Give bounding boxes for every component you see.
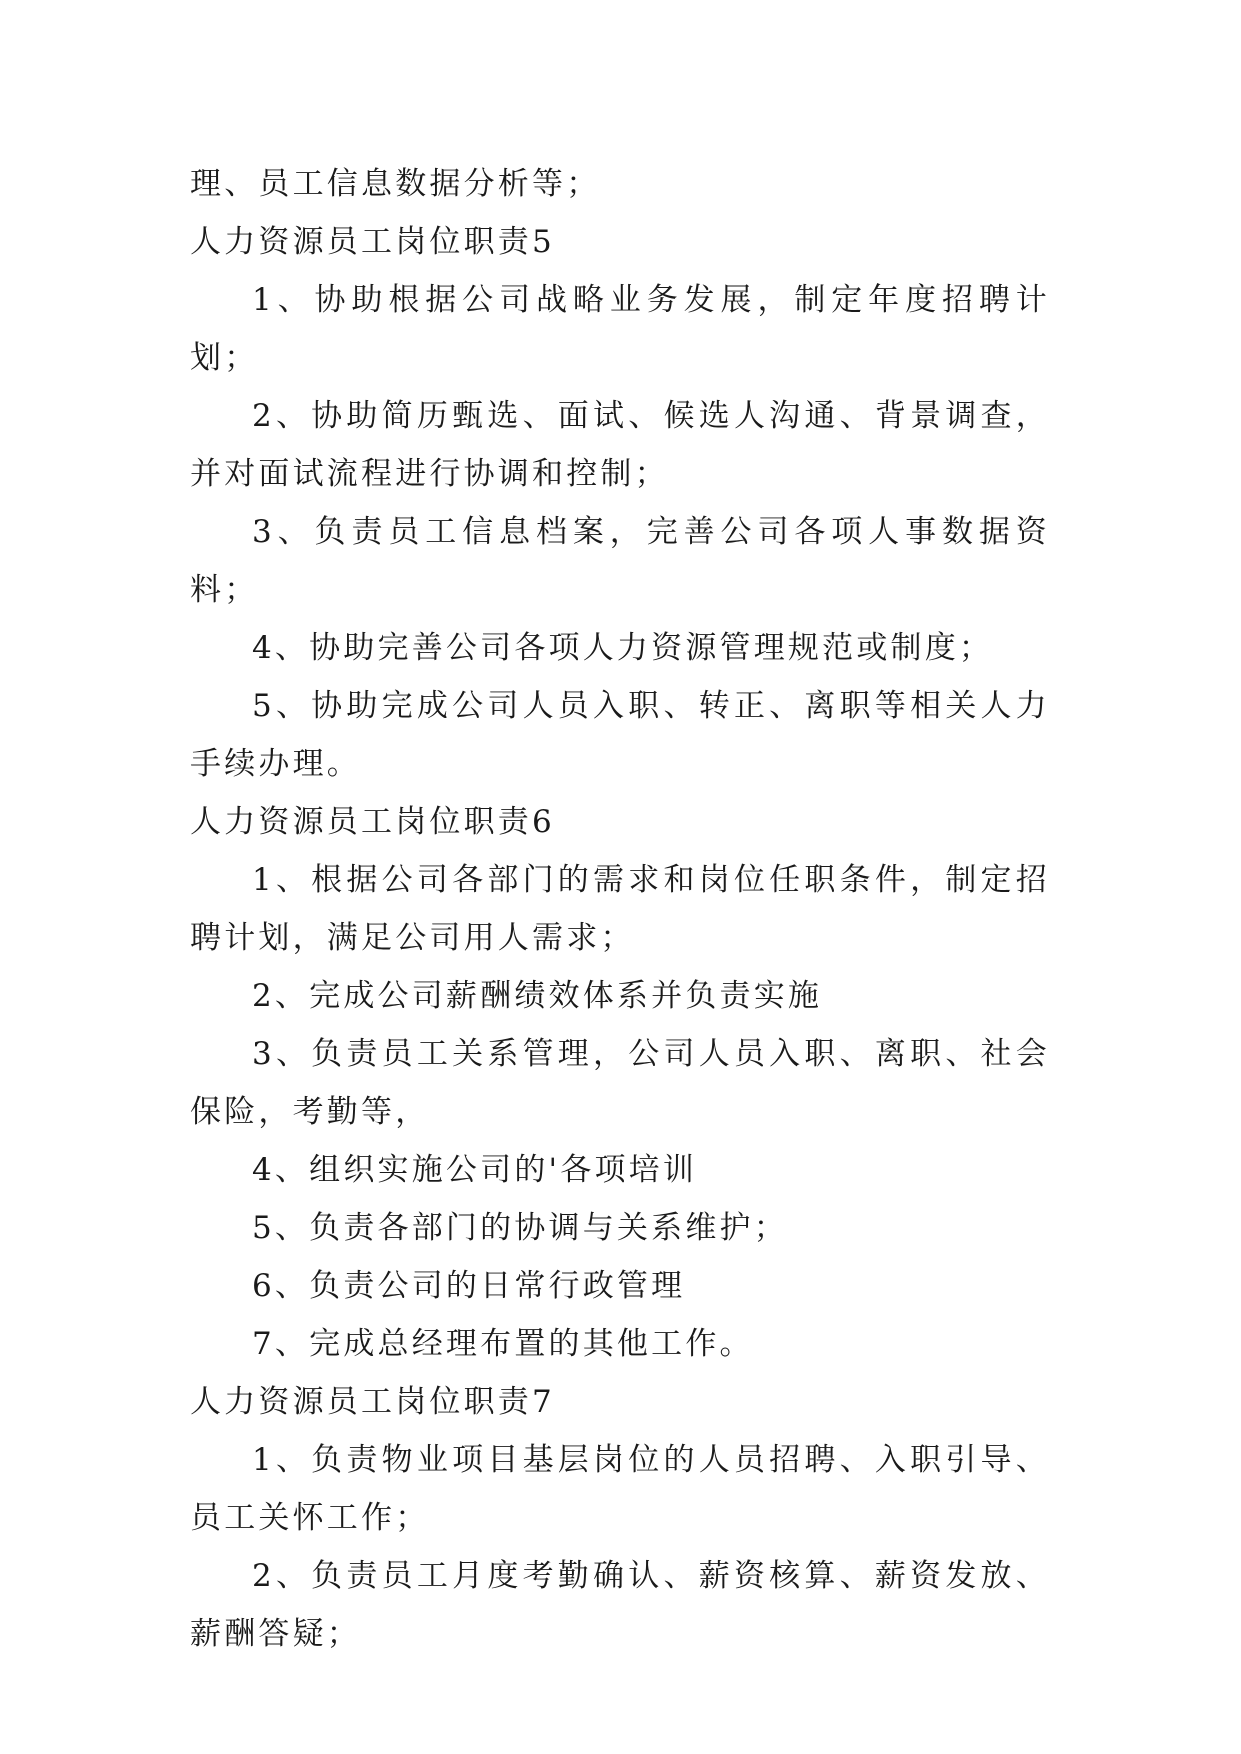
document-body [190,155,1050,1663]
paragraph-continuation: 理、员工信息数据分析等； [190,166,601,202]
list-item: 6、负责公司的日常行政管理 [252,1268,686,1304]
list-item: 3、负责员工关系管理，公司人员入职、离职、社会保险，考勤等， [190,1036,1050,1130]
list-item: 5、协助完成公司人员入职、转正、离职等相关人力手续办理。 [190,688,1050,782]
list-item: 4、组织实施公司的'各项培训 [252,1152,698,1188]
list-item: 3、负责员工信息档案，完善公司各项人事数据资料； [190,514,1050,608]
list-item: 7、完成总经理布置的其他工作。 [252,1326,754,1362]
list-item: 1、协助根据公司战略业务发展，制定年度招聘计划； [190,282,1050,376]
list-item: 5、负责各部门的协调与关系维护； [252,1210,788,1246]
section-heading-6: 人力资源员工岗位职责6 [190,804,555,840]
list-item: 1、根据公司各部门的需求和岗位任职条件，制定招聘计划，满足公司用人需求； [190,862,1050,956]
list-item: 2、完成公司薪酬绩效体系并负责实施 [252,978,823,1014]
list-item: 2、协助简历甄选、面试、候选人沟通、背景调查，并对面试流程进行协调和控制； [190,398,1050,492]
section-heading-7: 人力资源员工岗位职责7 [190,1384,555,1420]
section-heading-5: 人力资源员工岗位职责5 [190,224,555,260]
list-item: 2、负责员工月度考勤确认、薪资核算、薪资发放、薪酬答疑； [190,1558,1050,1652]
list-item: 4、协助完善公司各项人力资源管理规范或制度； [252,630,994,666]
list-item: 1、负责物业项目基层岗位的人员招聘、入职引导、员工关怀工作； [190,1442,1050,1536]
